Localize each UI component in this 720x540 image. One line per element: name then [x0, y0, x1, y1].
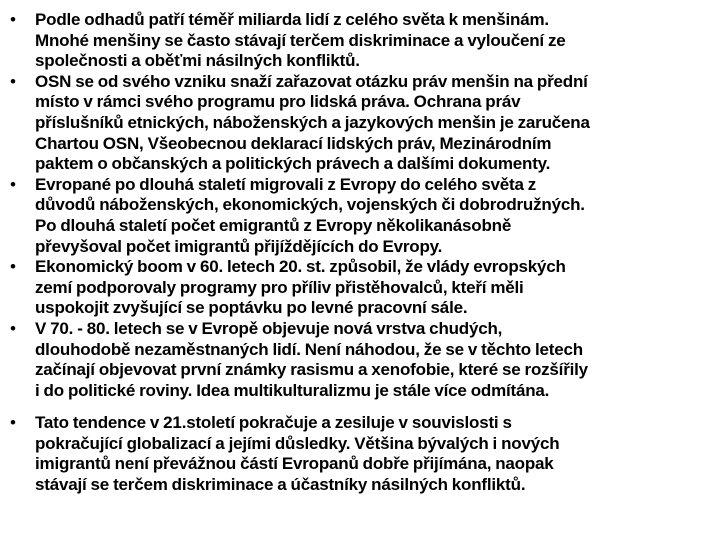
bullet-paragraph-5 — [10, 319, 706, 401]
paragraph-line: důvodů náboženských, ekonomických, vojenských či dobrodružných. — [35, 195, 585, 215]
paragraph-line: Chartou OSN, Všeobecnou deklarací lidských práv, Mezinárodním — [35, 133, 552, 153]
paragraph-line: Tato tendence v 21.století pokračuje a zesiluje v souvislosti s — [35, 413, 512, 433]
bullet-dot-icon: • — [10, 318, 16, 338]
paragraph-line: Evropané po dlouhá staletí migrovali z Evropy do celého světa z — [35, 174, 537, 194]
bullet-dot-icon: • — [10, 10, 16, 29]
bullet-paragraph-1 — [10, 10, 706, 72]
paragraph-line: začínají objevovat první známky rasismu a xenofobie, které se rozšířily — [35, 360, 588, 380]
paragraph-line: paktem o občanských a politických právech a dalšími dokumenty. — [35, 154, 551, 174]
paragraph-line: Po dlouhá staletí počet emigrantů z Evropy několikanásobně — [35, 215, 512, 235]
paragraph-line: Podle odhadů patří téměř miliarda lidí z celého světa k menšinám. — [35, 10, 549, 29]
bullet-dot-icon: • — [10, 413, 16, 433]
bullet-list — [10, 10, 706, 496]
paragraph-line: OSN se od svého vzniku snaží zařazovat otázku práv menšin na přední — [35, 71, 588, 91]
paragraph-line: Ekonomický boom v 60. letech 20. st. způsobil, že vlády evropských — [35, 257, 566, 277]
bullet-dot-icon: • — [10, 174, 16, 194]
paragraph-line: společnosti a oběťmi násilných konfliktů. — [35, 51, 360, 71]
bullet-dot-icon: • — [10, 71, 16, 91]
bullet-dot-icon: • — [10, 257, 16, 277]
paragraph-line: převyšoval počet imigrantů přijíždějících do Evropy. — [35, 236, 443, 256]
bullet-paragraph-2 — [10, 72, 706, 175]
paragraph-line: Mnohé menšiny se často stávají terčem diskriminace a vyloučení ze — [35, 30, 566, 50]
paragraph-line: stávají se terčem diskriminace a účastníky násilných konfliktů. — [35, 475, 526, 495]
paragraph-line: i do politické roviny. Idea multikulturalizmu je stále více odmítána. — [35, 380, 550, 400]
paragraph-line: místo v rámci svého programu pro lidská práva. Ochrana práv — [35, 92, 521, 112]
paragraph-line: zemí podporovaly programy pro příliv přistěhovalců, kteří měli — [35, 277, 524, 297]
paragraph-line: V 70. - 80. letech se v Evropě objevuje nová vrstva chudých, — [35, 318, 503, 338]
paragraph-line: dlouhodobě nezaměstnaných lidí. Není náhodou, že se v těchto letech — [35, 339, 583, 359]
bullet-paragraph-3 — [10, 175, 706, 257]
bullet-paragraph-6 — [10, 413, 706, 495]
paragraph-line: příslušníků etnických, náboženských a jazykových menšin je zaručena — [35, 112, 590, 132]
bullet-paragraph-4 — [10, 257, 706, 319]
paragraph-line: imigrantů není převážnou částí Evropanů dobře přijímána, naopak — [35, 454, 554, 474]
paragraph-line: uspokojit zvyšující se poptávku po levné pracovní sále. — [35, 298, 468, 318]
paragraph-line: pokračující globalizací a jejími důsledky. Většina bývalých i nových — [35, 433, 560, 453]
